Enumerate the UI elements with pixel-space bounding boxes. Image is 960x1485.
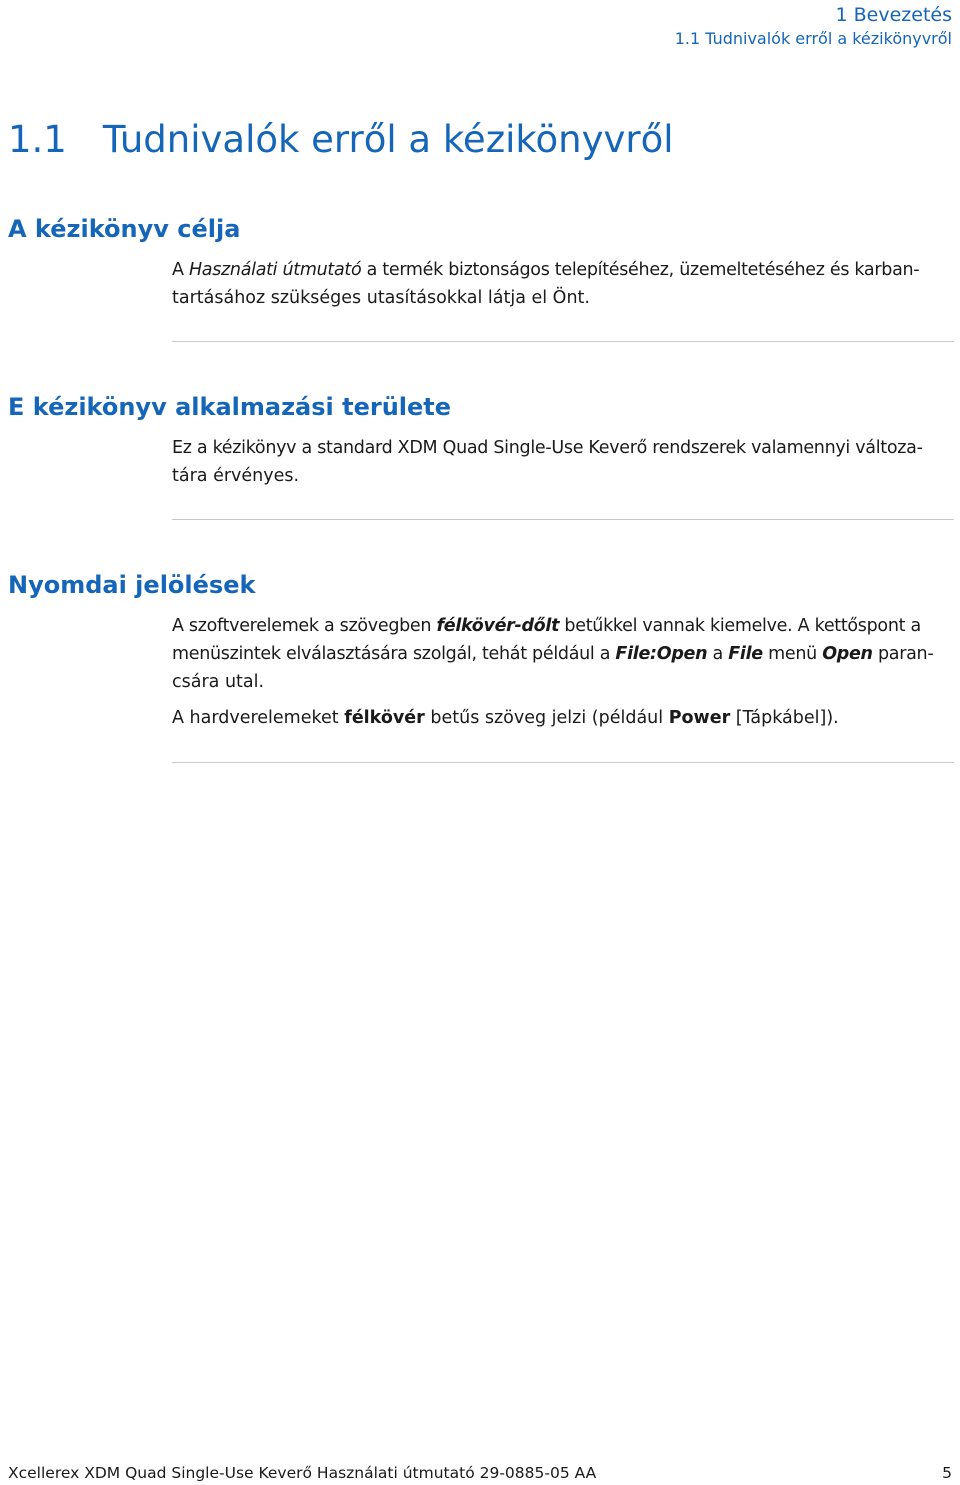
- section-scope-paragraph: [172, 434, 954, 490]
- running-header-section: 1.1 Tudnivalók erről a kézikönyvről: [674, 29, 952, 48]
- section-purpose-paragraph: [172, 256, 954, 312]
- page-title-number: 1.1: [8, 118, 67, 161]
- text-run: A hardverelemeket: [172, 708, 345, 728]
- section-divider: [172, 519, 954, 520]
- page-title: [8, 116, 674, 164]
- text-run: menüszintek elválasztására szolgál, tehát például a: [172, 644, 616, 664]
- text-run: betűkkel vannak kiemelve. A kettőspont a: [559, 616, 921, 636]
- text-run: csára utal.: [172, 672, 265, 692]
- page-title-text: Tudnivalók erről a kézikönyvről: [102, 118, 674, 161]
- footer-document-title: Xcellerex XDM Quad Single-Use Keverő Használati útmutató 29-0885-05 AA: [8, 1464, 597, 1482]
- text-run-bold-italic: Open: [822, 644, 873, 664]
- page-footer: [8, 1462, 952, 1484]
- text-run-bold-italic: File:Open: [615, 644, 708, 664]
- text-run: Ez a kézikönyv a standard XDM Quad Single-Use Keverő rendszerek valamennyi változa-: [172, 438, 923, 458]
- section-divider: [172, 341, 954, 342]
- text-run-bold-italic: File: [728, 644, 763, 664]
- text-run: a: [707, 644, 729, 664]
- text-run: betűs szöveg jelzi (például: [424, 708, 669, 728]
- text-run: A: [172, 260, 189, 280]
- text-run: A szoftverelemek a szövegben: [172, 616, 437, 636]
- footer-page-number: 5: [942, 1464, 952, 1482]
- text-run: [Tápkábel]).: [730, 708, 839, 728]
- section-heading-purpose: A kézikönyv célja: [8, 215, 241, 243]
- section-heading-scope: E kézikönyv alkalmazási területe: [8, 393, 452, 421]
- text-run-bold: félkövér: [344, 708, 425, 728]
- text-run: tartásához szükséges utasításokkal látja el Önt.: [172, 288, 590, 308]
- text-run-bold: Power: [668, 708, 731, 728]
- section-typography-paragraph-2: [172, 704, 954, 732]
- text-run: a termék biztonságos telepítéséhez, üzemeltetéséhez és karban-: [361, 260, 920, 280]
- text-run-bold-italic: félkövér-dőlt: [436, 616, 560, 636]
- text-run: paran-: [872, 644, 934, 664]
- running-header-chapter: 1 Bevezetés: [835, 4, 952, 26]
- section-divider: [172, 762, 954, 763]
- section-typography-paragraph-1: [172, 612, 954, 696]
- running-header: [675, 4, 952, 52]
- text-run: menü: [762, 644, 823, 664]
- section-heading-typography: Nyomdai jelölések: [8, 571, 256, 599]
- text-run-italic: Használati útmutató: [188, 260, 362, 280]
- text-run: tára érvényes.: [172, 466, 300, 486]
